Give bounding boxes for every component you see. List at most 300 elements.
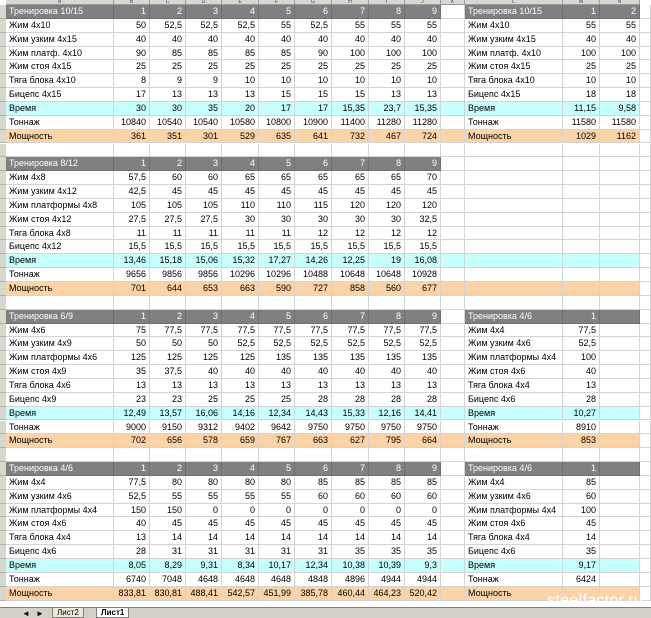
data-cell[interactable]: 40 <box>259 33 295 47</box>
blank-cell[interactable] <box>441 462 465 476</box>
data-cell[interactable]: 28 <box>295 393 332 407</box>
blank-cell[interactable] <box>332 448 369 462</box>
data-cell[interactable]: 25 <box>563 60 600 74</box>
blank-cell[interactable] <box>600 144 640 158</box>
data-cell[interactable]: 45 <box>332 185 369 199</box>
data-cell[interactable]: 25 <box>295 60 332 74</box>
data-cell[interactable]: 10 <box>332 74 369 88</box>
data-cell[interactable] <box>600 351 640 365</box>
data-cell[interactable]: 45 <box>150 517 186 531</box>
data-cell[interactable]: 13 <box>186 88 222 102</box>
blank-cell[interactable] <box>640 531 651 545</box>
data-cell[interactable]: 10540 <box>150 116 186 130</box>
blank-cell[interactable] <box>640 60 651 74</box>
data-cell[interactable]: 25 <box>259 393 295 407</box>
blank-cell[interactable] <box>441 504 465 518</box>
blank-cell[interactable] <box>640 434 651 448</box>
data-cell[interactable]: 9750 <box>332 421 369 435</box>
data-cell[interactable]: 52,5 <box>405 337 441 351</box>
data-cell[interactable]: 385,78 <box>295 587 332 601</box>
data-cell[interactable]: 17 <box>259 102 295 116</box>
data-cell[interactable]: 60 <box>405 490 441 504</box>
blank-cell[interactable] <box>600 296 640 310</box>
data-cell[interactable]: 45 <box>259 185 295 199</box>
data-cell[interactable] <box>600 421 640 435</box>
data-cell[interactable]: 45 <box>186 185 222 199</box>
data-cell[interactable]: 11580 <box>563 116 600 130</box>
blank-cell[interactable] <box>465 448 563 462</box>
data-cell[interactable]: 40 <box>563 33 600 47</box>
data-cell[interactable]: 135 <box>332 351 369 365</box>
data-cell[interactable]: 12 <box>332 227 369 241</box>
blank-cell[interactable] <box>441 254 465 268</box>
blank-cell[interactable] <box>222 448 259 462</box>
data-cell[interactable]: 55 <box>150 490 186 504</box>
data-cell[interactable]: 90 <box>114 47 150 61</box>
blank-cell[interactable] <box>640 199 651 213</box>
blank-cell[interactable] <box>563 296 600 310</box>
blank-cell[interactable] <box>441 490 465 504</box>
blank-cell[interactable] <box>441 227 465 241</box>
row-label[interactable]: Жим стоя 4х12 <box>6 213 114 227</box>
data-cell[interactable]: 9000 <box>114 421 150 435</box>
blank-cell[interactable] <box>640 545 651 559</box>
block-title[interactable]: Тренировка 4/6 <box>465 310 563 324</box>
data-cell[interactable]: 0 <box>295 504 332 518</box>
data-cell[interactable]: 40 <box>222 365 259 379</box>
data-cell[interactable]: 15,5 <box>332 240 369 254</box>
data-cell[interactable]: 9656 <box>114 268 150 282</box>
row-label[interactable]: Жим 4х4 <box>465 324 563 338</box>
blank-cell[interactable] <box>441 545 465 559</box>
data-cell[interactable]: 6740 <box>114 573 150 587</box>
data-cell[interactable] <box>600 559 640 573</box>
column-header[interactable]: E <box>222 0 259 5</box>
data-cell[interactable]: 77,5 <box>332 324 369 338</box>
row-label[interactable]: Тяга блока 4х10 <box>465 74 563 88</box>
blank-cell[interactable] <box>640 421 651 435</box>
data-cell[interactable]: 85 <box>186 47 222 61</box>
data-cell[interactable]: 15 <box>295 88 332 102</box>
blank-cell[interactable] <box>563 448 600 462</box>
blank-cell[interactable] <box>295 448 332 462</box>
data-cell[interactable]: 12,49 <box>114 407 150 421</box>
data-cell[interactable]: 13 <box>405 88 441 102</box>
blank-cell[interactable] <box>441 157 465 171</box>
blank-cell[interactable] <box>640 157 651 171</box>
blank-cell[interactable] <box>332 144 369 158</box>
data-cell[interactable]: 9 <box>186 74 222 88</box>
blank-cell[interactable] <box>640 379 651 393</box>
blank-cell[interactable] <box>186 296 222 310</box>
data-cell[interactable]: 31 <box>150 545 186 559</box>
data-cell[interactable]: 80 <box>186 476 222 490</box>
data-cell[interactable]: 12 <box>369 227 405 241</box>
row-label[interactable]: Время <box>465 407 563 421</box>
row-label[interactable]: Жим платформы 4х4 <box>465 351 563 365</box>
data-cell[interactable]: 727 <box>295 282 332 296</box>
data-cell[interactable]: 8,34 <box>222 559 259 573</box>
data-cell[interactable]: 77,5 <box>186 324 222 338</box>
data-cell[interactable]: 12,34 <box>295 559 332 573</box>
data-cell[interactable]: 45 <box>332 517 369 531</box>
row-label[interactable] <box>465 199 563 213</box>
data-cell[interactable]: 45 <box>222 517 259 531</box>
row-label[interactable]: Время <box>6 559 114 573</box>
data-cell[interactable]: 10,39 <box>369 559 405 573</box>
column-number[interactable]: 9 <box>405 310 441 324</box>
data-cell[interactable]: 10,27 <box>563 407 600 421</box>
data-cell[interactable] <box>600 199 640 213</box>
data-cell[interactable]: 677 <box>405 282 441 296</box>
column-number[interactable]: 3 <box>186 5 222 19</box>
row-label[interactable]: Бицепс 4х12 <box>6 240 114 254</box>
data-cell[interactable]: 75 <box>114 324 150 338</box>
tab-sheet2[interactable]: Лист2 <box>52 608 84 618</box>
data-cell[interactable]: 55 <box>600 19 640 33</box>
data-cell[interactable]: 488,41 <box>186 587 222 601</box>
data-cell[interactable]: 15,18 <box>150 254 186 268</box>
data-cell[interactable]: 65 <box>222 171 259 185</box>
data-cell[interactable]: 60 <box>295 490 332 504</box>
data-cell[interactable]: 45 <box>563 517 600 531</box>
data-cell[interactable]: 25 <box>369 60 405 74</box>
data-cell[interactable]: 14 <box>332 531 369 545</box>
data-cell[interactable]: 55 <box>405 19 441 33</box>
data-cell[interactable]: 701 <box>114 282 150 296</box>
data-cell[interactable]: 18 <box>600 88 640 102</box>
data-cell[interactable]: 40 <box>150 33 186 47</box>
row-label[interactable]: Тоннаж <box>6 421 114 435</box>
blank-cell[interactable] <box>259 144 295 158</box>
data-cell[interactable]: 40 <box>600 33 640 47</box>
data-cell[interactable]: 50 <box>150 337 186 351</box>
data-cell[interactable]: 301 <box>186 130 222 144</box>
data-cell[interactable]: 65 <box>295 171 332 185</box>
blank-cell[interactable] <box>441 517 465 531</box>
data-cell[interactable] <box>600 490 640 504</box>
blank-cell[interactable] <box>640 393 651 407</box>
blank-cell[interactable] <box>441 240 465 254</box>
blank-cell[interactable] <box>640 74 651 88</box>
row-label[interactable]: Тоннаж <box>6 268 114 282</box>
row-label[interactable]: Время <box>465 559 563 573</box>
data-cell[interactable]: 10 <box>563 74 600 88</box>
row-label[interactable]: Жим платформы 4х4 <box>465 504 563 518</box>
data-cell[interactable]: 9,31 <box>186 559 222 573</box>
blank-cell[interactable] <box>441 559 465 573</box>
data-cell[interactable]: 4896 <box>332 573 369 587</box>
row-label[interactable]: Бицепс 4х6 <box>465 545 563 559</box>
row-label[interactable]: Жим стоя 4х15 <box>465 60 563 74</box>
data-cell[interactable] <box>563 268 600 282</box>
data-cell[interactable] <box>600 573 640 587</box>
row-label[interactable]: Жим 4х8 <box>6 171 114 185</box>
row-label[interactable] <box>465 240 563 254</box>
blank-cell[interactable] <box>369 144 405 158</box>
data-cell[interactable]: 4848 <box>295 573 332 587</box>
blank-cell[interactable] <box>640 337 651 351</box>
column-number[interactable]: 8 <box>369 462 405 476</box>
row-label[interactable]: Жим платформы 4х4 <box>6 504 114 518</box>
data-cell[interactable]: 6424 <box>563 573 600 587</box>
blank-cell[interactable] <box>441 282 465 296</box>
blank-cell[interactable] <box>441 199 465 213</box>
blank-cell[interactable] <box>441 324 465 338</box>
data-cell[interactable]: 20 <box>222 102 259 116</box>
column-header[interactable]: D <box>186 0 222 5</box>
data-cell[interactable]: 40 <box>332 365 369 379</box>
data-cell[interactable]: 4944 <box>369 573 405 587</box>
data-cell[interactable]: 45 <box>405 185 441 199</box>
blank-cell[interactable] <box>441 144 465 158</box>
blank-cell[interactable] <box>640 116 651 130</box>
row-label[interactable]: Тяга блока 4х4 <box>6 531 114 545</box>
row-label[interactable]: Жим 4х4 <box>465 476 563 490</box>
data-cell[interactable]: 724 <box>405 130 441 144</box>
row-label[interactable]: Жим узким 4х12 <box>6 185 114 199</box>
data-cell[interactable]: 9642 <box>259 421 295 435</box>
data-cell[interactable]: 14 <box>369 531 405 545</box>
block-title[interactable]: Тренировка 4/6 <box>465 462 563 476</box>
data-cell[interactable] <box>600 545 640 559</box>
data-cell[interactable]: 14 <box>150 531 186 545</box>
data-cell[interactable]: 15 <box>259 88 295 102</box>
data-cell[interactable]: 10800 <box>259 116 295 130</box>
row-label[interactable]: Жим узким 4х15 <box>465 33 563 47</box>
data-cell[interactable]: 80 <box>150 476 186 490</box>
data-cell[interactable]: 100 <box>405 47 441 61</box>
blank-cell[interactable] <box>441 213 465 227</box>
data-cell[interactable]: 13,46 <box>114 254 150 268</box>
data-cell[interactable]: 115 <box>295 199 332 213</box>
data-cell[interactable]: 35 <box>405 545 441 559</box>
blank-cell[interactable] <box>114 144 150 158</box>
data-cell[interactable]: 13 <box>295 379 332 393</box>
data-cell[interactable]: 15,5 <box>369 240 405 254</box>
data-cell[interactable]: 10928 <box>405 268 441 282</box>
row-label[interactable]: Тоннаж <box>465 573 563 587</box>
data-cell[interactable]: 150 <box>150 504 186 518</box>
row-label[interactable]: Бицепс 4х15 <box>6 88 114 102</box>
block-title[interactable]: Тренировка 4/6 <box>6 462 114 476</box>
data-cell[interactable]: 15,5 <box>222 240 259 254</box>
data-cell[interactable]: 100 <box>563 504 600 518</box>
column-header[interactable]: H <box>332 0 369 5</box>
column-number[interactable]: 1 <box>114 310 150 324</box>
blank-cell[interactable] <box>114 296 150 310</box>
row-label[interactable]: Мощность <box>6 130 114 144</box>
data-cell[interactable]: 80 <box>259 476 295 490</box>
data-cell[interactable] <box>600 379 640 393</box>
data-cell[interactable]: 10840 <box>114 116 150 130</box>
data-cell[interactable]: 351 <box>150 130 186 144</box>
data-cell[interactable]: 52,5 <box>150 19 186 33</box>
data-cell[interactable]: 50 <box>114 337 150 351</box>
data-cell[interactable]: 135 <box>369 351 405 365</box>
data-cell[interactable]: 11,15 <box>563 102 600 116</box>
data-cell[interactable]: 11280 <box>369 116 405 130</box>
data-cell[interactable]: 50 <box>114 19 150 33</box>
row-label[interactable]: Время <box>6 102 114 116</box>
blank-cell[interactable] <box>369 448 405 462</box>
data-cell[interactable]: 30 <box>369 213 405 227</box>
blank-cell[interactable] <box>441 379 465 393</box>
data-cell[interactable]: 40 <box>295 365 332 379</box>
data-cell[interactable]: 40 <box>369 33 405 47</box>
data-cell[interactable]: 10 <box>369 74 405 88</box>
column-number[interactable]: 2 <box>600 5 640 19</box>
row-label[interactable] <box>465 254 563 268</box>
data-cell[interactable]: 52,5 <box>369 337 405 351</box>
data-cell[interactable]: 27,5 <box>186 213 222 227</box>
data-cell[interactable]: 55 <box>332 19 369 33</box>
blank-cell[interactable] <box>441 116 465 130</box>
data-cell[interactable]: 105 <box>114 199 150 213</box>
column-number[interactable]: 4 <box>222 462 259 476</box>
row-label[interactable]: Тяга блока 4х4 <box>465 531 563 545</box>
data-cell[interactable]: 125 <box>186 351 222 365</box>
data-cell[interactable]: 13,57 <box>150 407 186 421</box>
row-label[interactable]: Жим стоя 4х6 <box>465 517 563 531</box>
blank-cell[interactable] <box>640 227 651 241</box>
data-cell[interactable]: 31 <box>295 545 332 559</box>
data-cell[interactable]: 23 <box>150 393 186 407</box>
blank-cell[interactable] <box>441 365 465 379</box>
data-cell[interactable]: 13 <box>332 379 369 393</box>
data-cell[interactable]: 31 <box>186 545 222 559</box>
data-cell[interactable]: 11 <box>222 227 259 241</box>
data-cell[interactable]: 9750 <box>369 421 405 435</box>
blank-cell[interactable] <box>640 296 651 310</box>
data-cell[interactable]: 644 <box>150 282 186 296</box>
data-cell[interactable]: 125 <box>114 351 150 365</box>
row-label[interactable]: Жим 4х10 <box>6 19 114 33</box>
blank-cell[interactable] <box>441 268 465 282</box>
column-number[interactable]: 2 <box>150 310 186 324</box>
data-cell[interactable]: 65 <box>332 171 369 185</box>
blank-cell[interactable] <box>640 102 651 116</box>
data-cell[interactable]: 14 <box>222 531 259 545</box>
row-label[interactable]: Мощность <box>6 282 114 296</box>
row-label[interactable]: Жим узким 4х15 <box>6 33 114 47</box>
row-label[interactable]: Тяга блока 4х8 <box>6 227 114 241</box>
data-cell[interactable]: 653 <box>186 282 222 296</box>
data-cell[interactable]: 858 <box>332 282 369 296</box>
blank-cell[interactable] <box>640 185 651 199</box>
row-label[interactable]: Тяга блока 4х4 <box>465 379 563 393</box>
blank-cell[interactable] <box>600 448 640 462</box>
blank-cell[interactable] <box>332 296 369 310</box>
row-label[interactable]: Время <box>6 254 114 268</box>
data-cell[interactable]: 60 <box>369 490 405 504</box>
blank-cell[interactable] <box>441 130 465 144</box>
blank-cell[interactable] <box>441 434 465 448</box>
data-cell[interactable]: 120 <box>369 199 405 213</box>
column-number[interactable]: 4 <box>222 310 259 324</box>
data-cell[interactable]: 37,5 <box>150 365 186 379</box>
data-cell[interactable]: 45 <box>369 517 405 531</box>
data-cell[interactable]: 12 <box>405 227 441 241</box>
data-cell[interactable]: 85 <box>332 476 369 490</box>
blank-cell[interactable] <box>6 448 114 462</box>
data-cell[interactable]: 40 <box>563 365 600 379</box>
blank-cell[interactable] <box>441 310 465 324</box>
data-cell[interactable]: 14,26 <box>295 254 332 268</box>
data-cell[interactable]: 13 <box>259 379 295 393</box>
blank-cell[interactable] <box>640 407 651 421</box>
data-cell[interactable]: 635 <box>259 130 295 144</box>
column-number[interactable]: 5 <box>259 462 295 476</box>
blank-cell[interactable] <box>640 5 651 19</box>
data-cell[interactable]: 9750 <box>405 421 441 435</box>
column-number[interactable]: 1 <box>114 157 150 171</box>
data-cell[interactable]: 28 <box>405 393 441 407</box>
data-cell[interactable]: 13 <box>369 88 405 102</box>
data-cell[interactable]: 28 <box>369 393 405 407</box>
data-cell[interactable]: 10,38 <box>332 559 369 573</box>
blank-cell[interactable] <box>441 47 465 61</box>
column-number[interactable]: 2 <box>150 462 186 476</box>
data-cell[interactable]: 15 <box>332 88 369 102</box>
column-header[interactable]: A <box>6 0 114 5</box>
row-label[interactable]: Мощность <box>465 130 563 144</box>
data-cell[interactable]: 135 <box>405 351 441 365</box>
data-cell[interactable]: 10648 <box>332 268 369 282</box>
data-cell[interactable]: 0 <box>405 504 441 518</box>
data-cell[interactable]: 100 <box>332 47 369 61</box>
data-cell[interactable]: 4648 <box>186 573 222 587</box>
blank-cell[interactable] <box>259 296 295 310</box>
data-cell[interactable]: 40 <box>405 365 441 379</box>
data-cell[interactable]: 77,5 <box>405 324 441 338</box>
blank-cell[interactable] <box>114 448 150 462</box>
blank-cell[interactable] <box>441 185 465 199</box>
data-cell[interactable]: 25 <box>186 393 222 407</box>
data-cell[interactable]: 28 <box>332 393 369 407</box>
data-cell[interactable]: 8,29 <box>150 559 186 573</box>
row-label[interactable] <box>465 185 563 199</box>
tab-sheet1[interactable]: Лист1 <box>96 608 129 618</box>
blank-cell[interactable] <box>640 559 651 573</box>
row-label[interactable]: Тоннаж <box>6 573 114 587</box>
column-number[interactable]: 7 <box>332 310 369 324</box>
data-cell[interactable]: 14,16 <box>222 407 259 421</box>
data-cell[interactable]: 25 <box>114 60 150 74</box>
data-cell[interactable]: 27,5 <box>114 213 150 227</box>
data-cell[interactable]: 40 <box>369 365 405 379</box>
data-cell[interactable]: 77,5 <box>563 324 600 338</box>
data-cell[interactable]: 52,5 <box>222 19 259 33</box>
data-cell[interactable]: 13 <box>222 379 259 393</box>
data-cell[interactable]: 30 <box>332 213 369 227</box>
data-cell[interactable]: 27,5 <box>150 213 186 227</box>
data-cell[interactable]: 25 <box>600 60 640 74</box>
data-cell[interactable]: 17 <box>114 88 150 102</box>
data-cell[interactable]: 11580 <box>600 116 640 130</box>
data-cell[interactable]: 10580 <box>222 116 259 130</box>
row-label[interactable]: Жим 4х10 <box>465 19 563 33</box>
row-label[interactable]: Мощность <box>6 587 114 601</box>
column-number[interactable]: 1 <box>563 462 600 476</box>
data-cell[interactable]: 460,44 <box>332 587 369 601</box>
data-cell[interactable]: 10 <box>405 74 441 88</box>
row-label[interactable]: Бицепс 4х15 <box>465 88 563 102</box>
blank-cell[interactable] <box>640 517 651 531</box>
data-cell[interactable]: 77,5 <box>259 324 295 338</box>
blank-cell[interactable] <box>295 296 332 310</box>
column-number[interactable]: 7 <box>332 5 369 19</box>
